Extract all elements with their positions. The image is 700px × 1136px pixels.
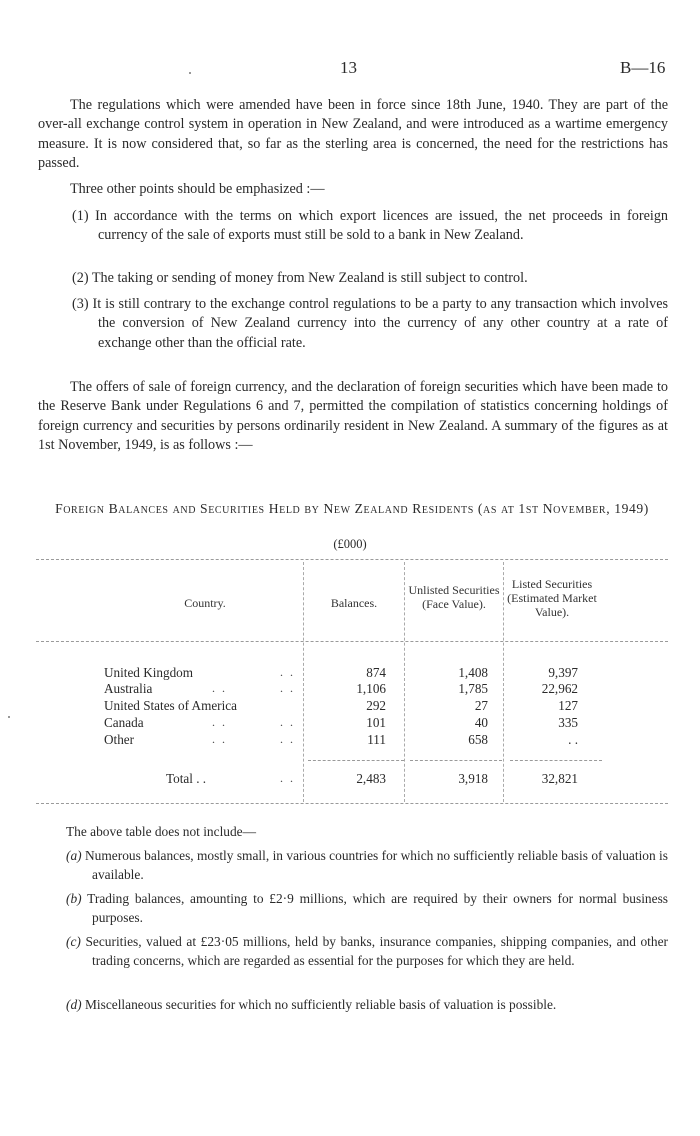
- leader-dots: . .: [280, 715, 295, 729]
- note-text: Numerous balances, mostly small, in various countries for which no sufficiently reliable basis of valuation is available.: [85, 848, 668, 882]
- country-cell: Australia: [104, 681, 153, 696]
- listed-cell: 127: [558, 698, 578, 713]
- leader-dots: . .: [280, 771, 295, 785]
- note-label: (d): [66, 997, 82, 1012]
- point-text: The taking or sending of money from New Zealand is still subject to control.: [91, 270, 528, 286]
- note-label: (a): [66, 848, 82, 863]
- header-rule: [36, 641, 668, 642]
- leader-dots: . .: [212, 715, 227, 729]
- header-unlisted-securities: Unlisted Securities (Face Value).: [408, 583, 500, 611]
- note-d: [66, 995, 668, 1014]
- header-balances: Balances.: [330, 596, 378, 610]
- note-text: Trading balances, amounting to £2·9 millions, which are required by their owners for normal business purposes.: [87, 891, 668, 925]
- print-speck: [8, 716, 10, 718]
- country-cell: Other: [104, 732, 135, 747]
- balances-cell: 111: [367, 732, 386, 747]
- paragraph-points-intro: Three other points should be emphasized :—: [70, 181, 325, 197]
- unlisted-cell: 1,408: [458, 665, 488, 680]
- listed-cell: 335: [558, 715, 578, 730]
- leader-dots: . .: [280, 732, 295, 746]
- point-text: In accordance with the terms on which export licences are issued, the net proceeds in foreign currency of the sale of exports must still be sold to a bank in New Zealand.: [95, 208, 669, 244]
- leader-dots: . .: [212, 681, 227, 695]
- balances-cell: 101: [366, 715, 386, 730]
- unlisted-cell: 658: [468, 732, 488, 747]
- country-cell: United Kingdom: [104, 665, 194, 680]
- country-cell: Canada: [104, 715, 144, 730]
- paragraph-regulations: The regulations which were amended have been in force since 18th June, 1940. They are part of the over-all exchange control system in operation in New Zealand, and were introduced as a wartime emergency measure. It is now considered that, so far as the sterling area is concerned, the need for the restrictions has passed.: [38, 97, 668, 172]
- leader-dots: . .: [212, 732, 227, 746]
- unlisted-cell: 1,785: [458, 681, 488, 696]
- point-1: [72, 207, 668, 246]
- print-speck: [189, 72, 191, 74]
- subtotal-rule: [410, 760, 502, 761]
- table-bottom-rule: [36, 803, 668, 804]
- total-unlisted: 3,918: [458, 771, 488, 786]
- table-top-rule: [36, 559, 668, 560]
- balances-cell: 874: [366, 665, 386, 680]
- note-text: Miscellaneous securities for which no sufficiently reliable basis of valuation is possible.: [84, 997, 557, 1012]
- balances-cell: 292: [366, 698, 386, 713]
- point-label: (1): [72, 208, 89, 224]
- note-label: (c): [66, 934, 81, 949]
- point-2: [72, 269, 668, 288]
- unlisted-cell: 27: [474, 698, 488, 713]
- header-listed-securities: Listed Securities (Estimated Market Value).: [507, 577, 597, 619]
- total-listed: 32,821: [541, 771, 578, 786]
- listed-cell: 9,397: [548, 665, 578, 680]
- note-a: [66, 846, 668, 884]
- point-label: (3): [72, 296, 89, 312]
- listed-cell: 22,962: [541, 681, 578, 696]
- paragraph-statistics: The offers of sale of foreign currency, and the declaration of foreign securities which have been made to the Reserve Bank under Regulations 6 and 7, permitted the compilation of statistics concerning holdings of foreign currency and securities by persons ordinarily resident in New Zealand. A summary of the figures as at 1st November, 1949, is as follows :—: [38, 379, 668, 454]
- point-text: It is still contrary to the exchange control regulations to be a party to any transaction which involves the conversion of New Zealand currency into the currency of any other country at a rate of exchange other than the official rate.: [92, 296, 669, 351]
- table-unit: (£000): [333, 537, 367, 551]
- point-3: [72, 295, 668, 353]
- note-b: [66, 889, 668, 927]
- subtotal-rule: [308, 760, 404, 761]
- point-label: (2): [72, 270, 89, 286]
- total-balances: 2,483: [356, 771, 386, 786]
- leader-dots: . .: [280, 681, 295, 695]
- note-label: (b): [66, 891, 82, 906]
- unlisted-cell: 40: [474, 715, 488, 730]
- listed-cell: . .: [568, 732, 578, 747]
- document-reference: B—16: [620, 58, 666, 77]
- note-c: [66, 932, 668, 970]
- balances-cell: 1,106: [356, 681, 386, 696]
- page-number: 13: [340, 58, 357, 77]
- table-column-divider: [303, 562, 304, 802]
- total-label: Total . .: [166, 771, 207, 786]
- table-column-divider: [404, 562, 405, 802]
- country-cell: United States of America: [104, 698, 237, 713]
- table-column-divider: [503, 562, 504, 802]
- note-text: Securities, valued at £23·05 millions, held by banks, insurance companies, shipping companies, and other trading concerns, which are regarded as essential for the purposes for which they are held.: [85, 934, 669, 968]
- table-title: Foreign Balances and Securities Held by New Zealand Residents (as at 1st November, 1949): [55, 501, 649, 516]
- header-country: Country.: [184, 596, 226, 610]
- notes-intro: The above table does not include—: [66, 824, 257, 839]
- subtotal-rule: [510, 760, 602, 761]
- leader-dots: . .: [280, 665, 295, 679]
